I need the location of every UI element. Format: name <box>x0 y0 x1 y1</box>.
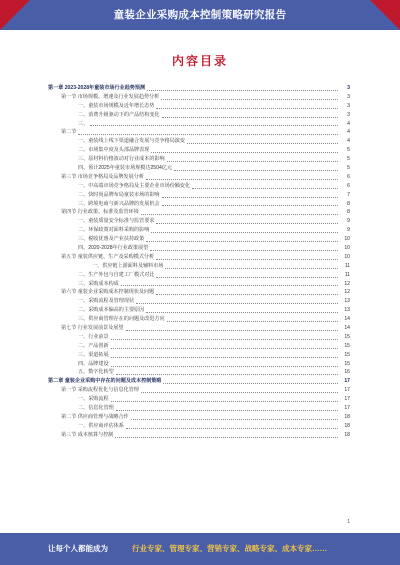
toc-entry-page: 10 <box>344 236 350 243</box>
toc-entry-page: 6 <box>347 182 350 189</box>
toc-entry-text: 三、跨境电商与新兴品牌的发展机会 <box>78 200 160 207</box>
toc-entry[interactable] <box>48 413 350 422</box>
toc-entry[interactable] <box>48 271 350 280</box>
toc-entry-page: 5 <box>347 147 350 154</box>
toc-entry-text: 第三节 市场竞争格局及品牌发展分析 <box>61 173 144 180</box>
toc-entry-page: 4 <box>347 129 350 136</box>
toc-entry-page: 3 <box>347 93 350 100</box>
toc-leader-dots <box>116 409 338 411</box>
toc-entry[interactable] <box>48 200 350 209</box>
toc-entry-text: 第一章 2023-2028年童装市场行业趋势预测 <box>48 84 146 91</box>
toc-leader-dots <box>111 338 338 340</box>
toc-entry-page: 5 <box>347 156 350 163</box>
toc-entry-text: 一、中高端市场竞争格局及主要企业市场份额变化 <box>78 182 191 189</box>
toc-leader-dots <box>146 240 338 242</box>
toc-entry[interactable] <box>48 137 350 146</box>
toc-entry[interactable] <box>48 93 350 102</box>
toc-entry[interactable] <box>48 226 350 235</box>
toc-entry[interactable] <box>48 288 350 297</box>
toc-entry-page: 16 <box>344 369 350 376</box>
toc-entry-page: 12 <box>344 289 350 296</box>
toc-entry-text: 二、产品创新 <box>78 342 109 349</box>
toc-entry-text: 三、 <box>78 120 89 127</box>
toc-entry[interactable] <box>48 191 350 200</box>
toc-leader-dots <box>151 151 338 153</box>
toc-leader-dots <box>78 133 338 135</box>
toc-entry-page: 17 <box>344 405 350 412</box>
toc-entry-text: 第六节 童装企业采购成本控制现状及问题 <box>61 289 155 296</box>
toc-entry-page: 15 <box>344 342 350 349</box>
toc-entry[interactable] <box>48 182 350 191</box>
toc-entry-text: 二、采购成本偏高的主要原因 <box>78 307 145 314</box>
toc-entry-page: 12 <box>344 280 350 287</box>
toc-leader-dots <box>165 267 338 269</box>
toc-leader-dots <box>146 311 338 313</box>
toc-entry-page: 4 <box>347 120 350 127</box>
toc-entry-page: 8 <box>347 200 350 207</box>
toc-leader-dots <box>136 302 338 304</box>
toc-entry-page: 14 <box>344 325 350 332</box>
toc-entry-page: 7 <box>347 191 350 198</box>
toc-entry[interactable] <box>48 120 350 129</box>
toc-entry-text: 三、供应商管理存在的问题及改进方向 <box>78 316 165 323</box>
toc-entry-text: 四、预计2025年童装市场规模达2504亿元 <box>78 165 172 171</box>
toc-leader-dots <box>150 249 338 251</box>
toc-entry[interactable] <box>48 377 350 386</box>
toc-entry[interactable] <box>48 128 350 137</box>
toc-entry[interactable] <box>48 262 350 271</box>
toc-entry[interactable] <box>48 404 350 413</box>
toc-entry-page: 13 <box>344 307 350 314</box>
toc-entry[interactable] <box>48 369 350 378</box>
toc-entry-page: 8 <box>347 209 350 216</box>
toc-leader-dots <box>156 107 338 109</box>
toc-entry-page: 9 <box>347 218 350 225</box>
toc-entry[interactable] <box>48 351 350 360</box>
toc-entry-text: 第一节 市场规模、增速及行业发展趋势分析 <box>61 93 160 100</box>
toc-leader-dots <box>161 98 338 100</box>
toc-entry-text: 一、童装线上线下渠道融合发展与竞争格局演变 <box>78 138 185 145</box>
toc-leader-dots <box>111 400 338 402</box>
toc-entry-text: 三、渠道拓展 <box>78 351 109 358</box>
toc-entry-text: 一、采购流程及管理现状 <box>78 298 135 305</box>
toc-leader-dots <box>131 418 338 420</box>
toc-entry-page: 10 <box>344 245 350 252</box>
toc-entry-text: 五、数字化转型 <box>78 369 114 376</box>
toc-entry[interactable] <box>48 395 350 404</box>
toc-entry-text: 三、原材料价格波动对行业成本的影响 <box>78 156 165 163</box>
toc-entry-text: 第七节 行业发展前景及展望 <box>61 325 124 332</box>
toc-entry-page: 6 <box>347 173 350 180</box>
toc-entry[interactable] <box>48 280 350 289</box>
toc-entry[interactable] <box>48 324 350 333</box>
toc-entry-text: 二、市场集中度及头部品牌表现 <box>78 147 150 154</box>
toc-entry-page: 3 <box>347 102 350 109</box>
toc-title: 内容目录 <box>171 54 228 68</box>
toc-entry-text: 第二节 供应商管理与战略合作 <box>61 413 129 420</box>
toc-leader-dots <box>156 276 338 278</box>
toc-entry-page: 17 <box>344 378 350 385</box>
toc-entry[interactable] <box>48 422 350 431</box>
toc-entry-page: 17 <box>344 396 350 403</box>
toc-entry-text: 三、税收优惠及产业扶持政策 <box>78 236 145 243</box>
toc-entry-page: 15 <box>344 333 350 340</box>
table-of-contents <box>48 84 350 516</box>
toc-entry[interactable] <box>48 155 350 164</box>
toc-entry[interactable] <box>48 84 350 93</box>
toc-entry-page: 11 <box>344 262 350 269</box>
toc-leader-dots <box>156 258 338 260</box>
toc-entry[interactable] <box>48 333 350 342</box>
toc-entry[interactable] <box>48 244 350 253</box>
toc-entry-text: 二、消费升级驱动下的产品结构变化 <box>78 111 160 118</box>
toc-leader-dots <box>146 178 338 180</box>
toc-entry[interactable] <box>48 217 350 226</box>
toc-entry-page: 15 <box>344 351 350 358</box>
toc-leader-dots <box>111 365 338 367</box>
toc-entry[interactable] <box>48 253 350 262</box>
toc-leader-dots <box>126 329 338 331</box>
toc-leader-dots <box>167 160 338 162</box>
toc-leader-dots <box>147 89 338 91</box>
toc-entry-text: 四、2020-2028年行业政策展望 <box>78 245 149 252</box>
toc-entry-page: 10 <box>344 253 350 260</box>
toc-entry[interactable] <box>48 146 350 155</box>
toc-leader-dots <box>174 169 338 171</box>
toc-entry-text: 第二节 <box>61 129 77 136</box>
toc-entry[interactable] <box>48 102 350 111</box>
toc-entry-page: 3 <box>347 111 350 118</box>
toc-leader-dots <box>151 231 338 233</box>
footer-lead: 让每个人都能成为 <box>48 544 108 553</box>
footer-bar <box>0 533 400 565</box>
toc-entry[interactable] <box>48 386 350 395</box>
toc-leader-dots <box>141 391 338 393</box>
toc-entry-text: 二、信息化管理 <box>78 405 114 412</box>
toc-entry-page: 11 <box>344 271 350 278</box>
toc-entry-text: 一、行业前景 <box>78 333 109 340</box>
toc-leader-dots <box>162 196 338 198</box>
toc-leader-dots <box>163 382 338 384</box>
toc-leader-dots <box>187 142 338 144</box>
footer-tagline: 行业专家、管理专家、营销专家、战略专家、成本专家…… <box>132 544 327 553</box>
toc-entry-text: 二、生产外包与自建工厂模式对比 <box>78 271 155 278</box>
toc-entry[interactable] <box>48 111 350 120</box>
toc-entry-text: 第一节 采购流程优化与信息化管理 <box>61 387 139 394</box>
report-title: 童装企业采购成本控制策略研究报告 <box>113 9 287 21</box>
toc-entry[interactable] <box>48 342 350 351</box>
toc-leader-dots <box>141 213 338 215</box>
toc-leader-dots <box>156 222 338 224</box>
toc-entry[interactable] <box>48 297 350 306</box>
toc-entry-page: 15 <box>344 360 350 367</box>
toc-leader-dots <box>115 436 338 438</box>
page-number: 1 <box>347 519 350 525</box>
toc-leader-dots <box>90 124 338 126</box>
toc-entry[interactable] <box>48 235 350 244</box>
toc-entry[interactable] <box>48 431 350 440</box>
toc-entry-text: 二、快时尚品牌布局童装市场的影响 <box>78 191 160 198</box>
toc-leader-dots <box>156 293 338 295</box>
toc-entry-text: 第四节 行业政策、标准及监管环境 <box>61 209 139 216</box>
toc-entry-text: 一、采购流程 <box>78 396 109 403</box>
toc-leader-dots <box>121 284 338 286</box>
toc-entry-text: 一、供应商评估体系 <box>78 422 124 429</box>
toc-entry-text: 第五节 童装供应链、生产及采购模式分析 <box>61 253 155 260</box>
toc-entry-page: 18 <box>344 431 350 438</box>
toc-leader-dots <box>111 347 338 349</box>
toc-entry[interactable] <box>48 164 350 173</box>
toc-entry[interactable] <box>48 306 350 315</box>
toc-leader-dots <box>126 427 338 429</box>
toc-entry-page: 17 <box>344 387 350 394</box>
toc-leader-dots <box>116 373 338 375</box>
toc-leader-dots <box>162 116 338 118</box>
toc-entry-text: 三、采购成本构成 <box>78 280 119 287</box>
toc-entry-text: 一、童装质量安全标准与监管要求 <box>78 218 155 225</box>
toc-entry-page: 18 <box>344 422 350 429</box>
toc-entry-text: 四、品牌建设 <box>78 360 109 367</box>
toc-entry-page: 9 <box>347 227 350 234</box>
toc-entry-text: 一、童装市场规模及近年增长态势 <box>78 102 155 109</box>
toc-entry-page: 14 <box>344 316 350 323</box>
toc-entry[interactable] <box>48 360 350 369</box>
toc-entry-text: 一、供应链上游面料及辅料市场 <box>92 262 164 269</box>
toc-entry[interactable] <box>48 173 350 182</box>
toc-entry-page: 18 <box>344 413 350 420</box>
toc-entry-text: 第二章 童装企业采购中存在的问题及成本控制策略 <box>48 378 162 385</box>
toc-entry-text: 二、环保政策对面料采购的影响 <box>78 227 150 234</box>
toc-entry-page: 4 <box>347 138 350 145</box>
toc-leader-dots <box>192 187 338 189</box>
toc-entry-text: 第三节 成本核算与控制 <box>61 431 114 438</box>
toc-leader-dots <box>162 204 338 206</box>
toc-leader-dots <box>111 356 338 358</box>
toc-entry[interactable] <box>48 208 350 217</box>
toc-entry-page: 13 <box>344 298 350 305</box>
toc-entry[interactable] <box>48 315 350 324</box>
toc-entry-page: 3 <box>347 84 350 91</box>
toc-entry-page: 5 <box>347 165 350 171</box>
toc-leader-dots <box>167 320 338 322</box>
